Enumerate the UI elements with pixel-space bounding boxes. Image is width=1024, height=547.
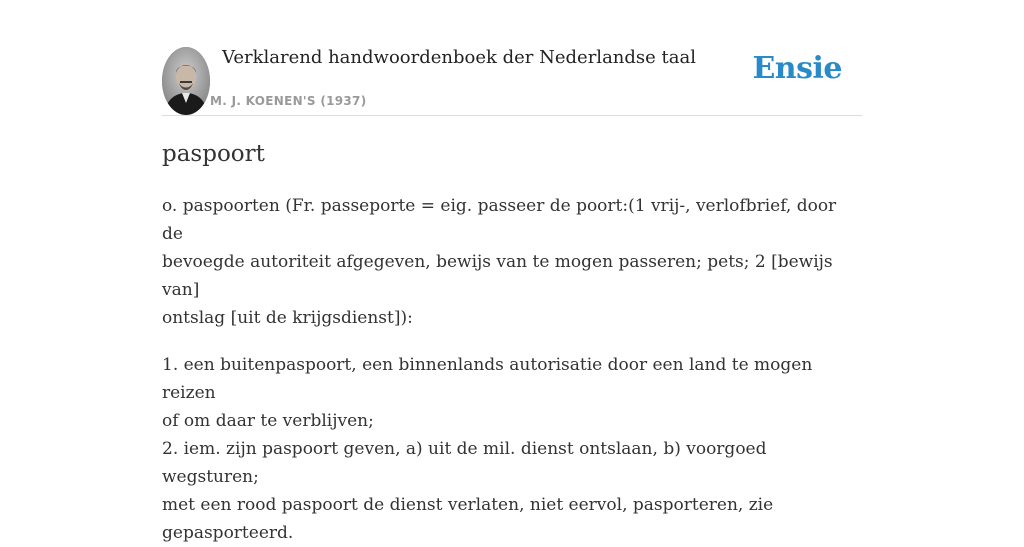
definition-line: of om daar te verblijven; <box>162 411 374 431</box>
book-title: Verklarend handwoordenboek der Nederlandse taal <box>222 47 696 68</box>
intro-line: o. paspoorten (Fr. passeporte = eig. passeer de poort:(1 vrij-, verlofbrief, door de <box>162 196 837 244</box>
definition-line: met een rood paspoort de dienst verlaten, niet eervol, pasporteren, zie <box>162 495 774 515</box>
page-container <box>162 0 862 543</box>
intro-line: bevoegde autoriteit afgegeven, bewijs van te mogen passeren; pets; 2 [bewijs van] <box>162 252 833 300</box>
entry-definitions <box>162 351 862 547</box>
book-subtitle: M. J. KOENEN'S (1937) <box>210 94 367 108</box>
ensie-logo-link[interactable]: Ensie <box>752 51 842 86</box>
intro-line: ontslag [uit de krijgsdienst]): <box>162 308 413 328</box>
entry-body <box>162 192 862 547</box>
definition-line: 2. iem. zijn paspoort geven, a) uit de mil. dienst ontslaan, b) voorgoed wegsturen; <box>162 439 767 487</box>
entry-title: paspoort <box>162 141 265 167</box>
definition-line: 1. een buitenpaspoort, een binnenlands autorisatie door een land te mogen reizen <box>162 355 813 403</box>
dictionary-header <box>162 0 862 116</box>
definition-line: gepasporteerd. <box>162 523 294 543</box>
entry-intro <box>162 192 862 332</box>
author-portrait-icon <box>162 47 210 115</box>
